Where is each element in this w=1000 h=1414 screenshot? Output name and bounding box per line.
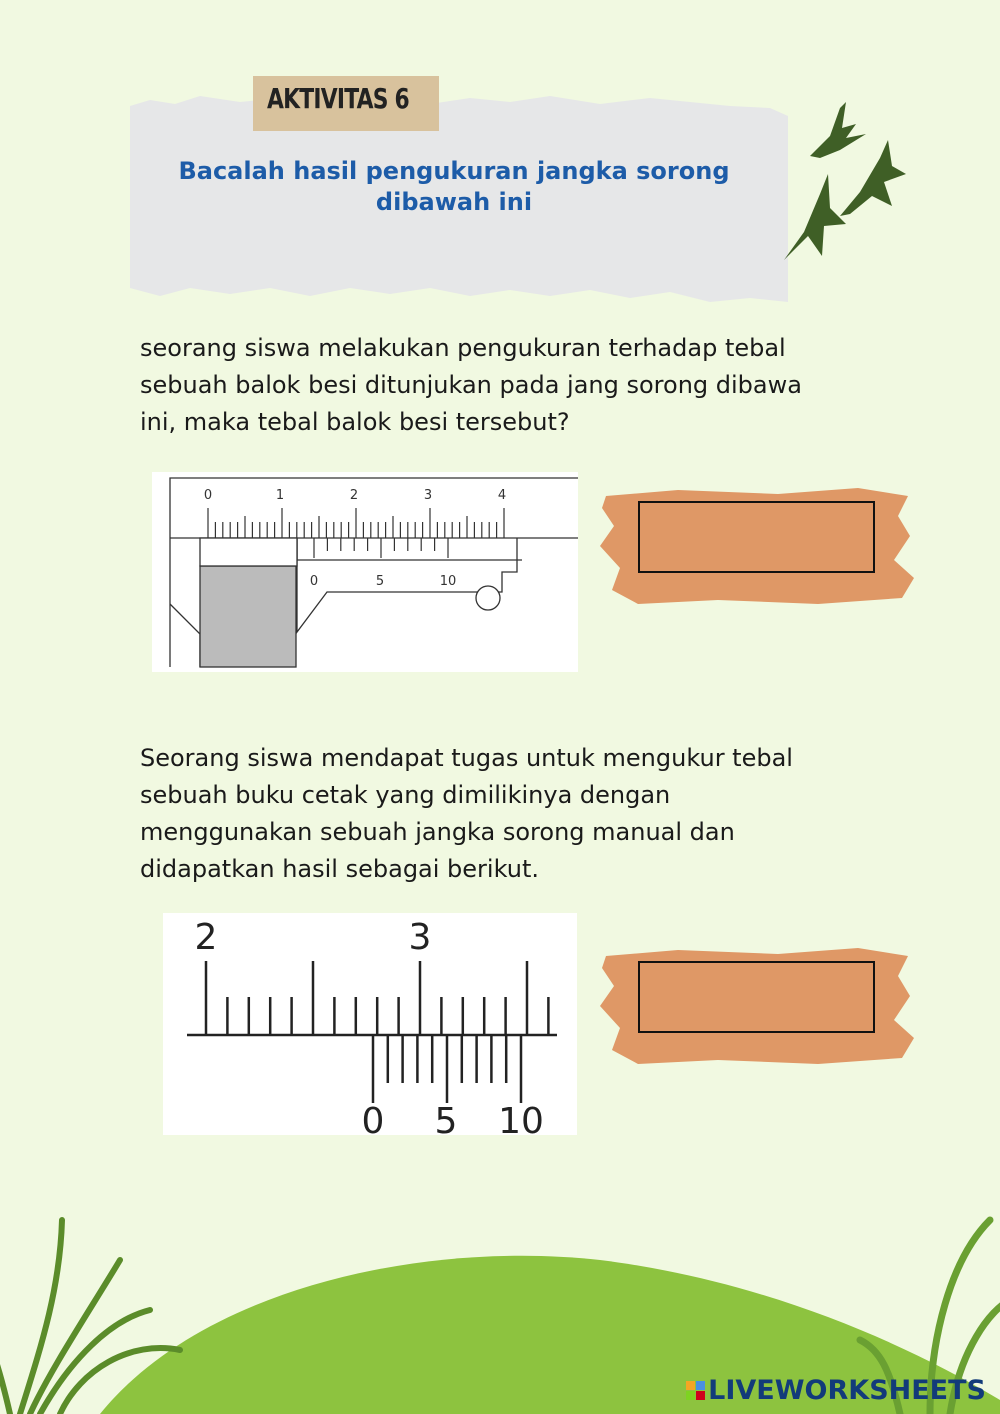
main-scale-label: 1	[275, 488, 285, 503]
liveworksheets-logo-icon	[686, 1381, 705, 1400]
vernier-caliper-figure-1	[152, 472, 578, 672]
bird-icon	[784, 174, 846, 260]
vernier-caliper-figure-2	[163, 913, 577, 1135]
activity-heading: Bacalah hasil pengukuran jangka sorong dibawah ini	[178, 157, 730, 216]
answer-area-2	[598, 946, 918, 1071]
main-scale-label: 3	[423, 488, 433, 503]
liveworksheets-brand	[686, 1375, 986, 1406]
main-scale-label: 3	[408, 917, 432, 958]
brand-text: LIVEWORKSHEETS	[708, 1375, 986, 1406]
vernier-scale-label: 10	[439, 574, 457, 589]
bird-icon	[810, 102, 866, 158]
main-scale-label: 4	[497, 488, 507, 503]
vernier-scale-label: 5	[434, 1101, 458, 1135]
vernier-scale-label: 10	[498, 1101, 544, 1135]
vernier-scale-label: 5	[375, 574, 385, 589]
main-scale-label: 2	[194, 917, 218, 958]
main-scale-label: 2	[349, 488, 359, 503]
main-scale-label: 0	[203, 488, 213, 503]
bird-icon	[840, 140, 906, 216]
answer-area-1	[598, 486, 918, 611]
vernier-scale-label: 0	[309, 574, 319, 589]
iron-block	[200, 566, 296, 667]
answer-input-1[interactable]	[638, 501, 875, 573]
vernier-scale-label: 0	[361, 1101, 385, 1135]
question-1-text: seorang siswa melakukan pengukuran terhadap tebal sebuah balok besi ditunjukan pada jang sorong dibawa ini, maka tebal balok besi tersebut?	[140, 334, 802, 436]
answer-input-2[interactable]	[638, 961, 875, 1033]
activity-tag-label: AKTIVITAS 6	[267, 82, 409, 115]
birds-illustration	[780, 96, 910, 266]
question-2-text: Seorang siswa mendapat tugas untuk mengukur tebal sebuah buku cetak yang dimilikinya dengan menggunakan sebuah jangka sorong manual dan didapatkan hasil sebagai berikut.	[140, 744, 793, 883]
activity-tag	[253, 76, 439, 131]
